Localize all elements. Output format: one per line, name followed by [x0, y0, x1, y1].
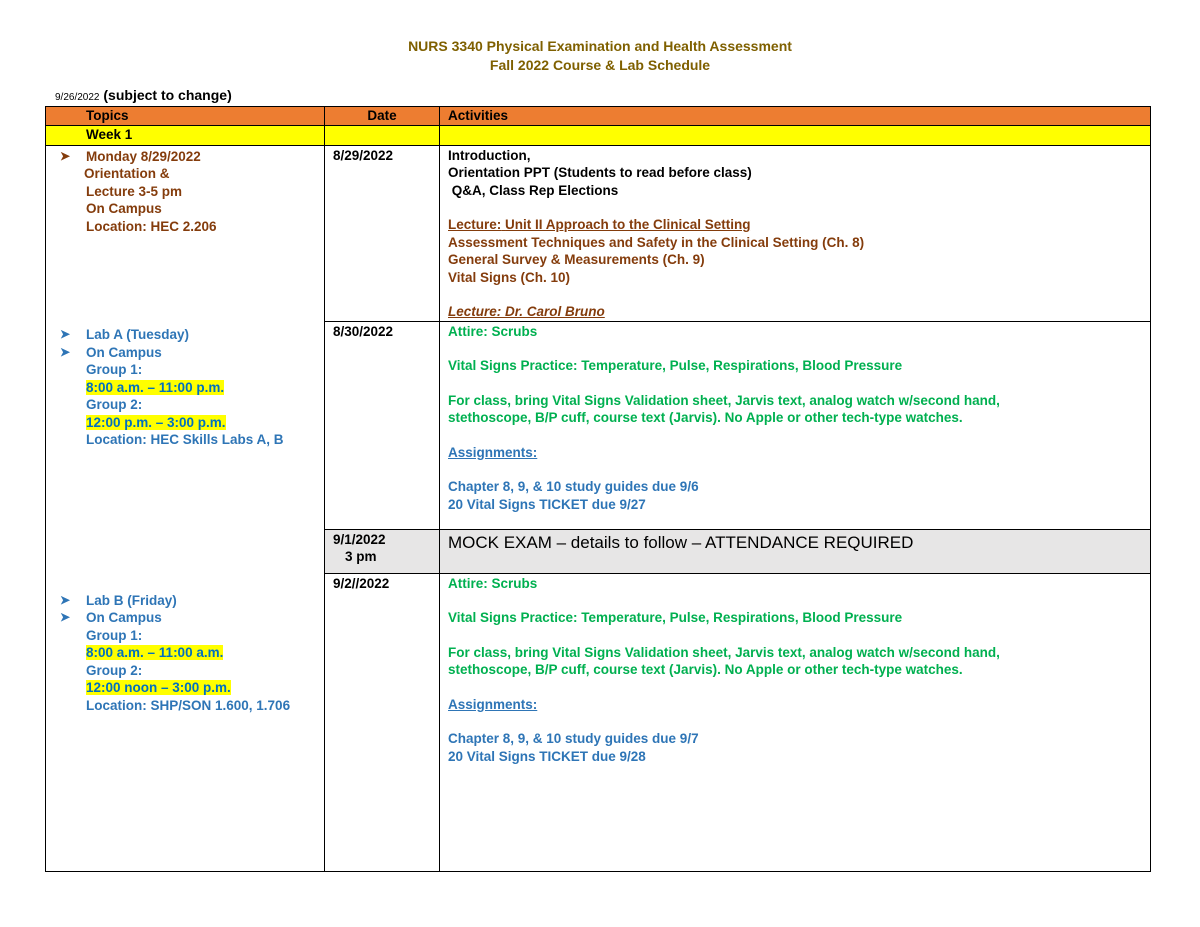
lab-a-group1: Group 1: — [86, 362, 143, 377]
lecturer-line: Lecture: Dr. Carol Bruno — [448, 304, 605, 319]
activity-line: Introduction, — [448, 147, 531, 163]
assignment-line: Chapter 8, 9, & 10 study guides due 9/7 — [448, 731, 699, 746]
mock-time: 3 pm — [345, 549, 377, 564]
week-row — [46, 125, 1151, 145]
schedule-subtitle: Fall 2022 Course & Lab Schedule — [489, 57, 711, 73]
table-row — [46, 145, 1151, 321]
lab-a-group2-time: 12:00 p.m. – 3:00 p.m. — [86, 414, 226, 430]
lecture-unit: Unit II Approach to the Clinical Setting — [505, 217, 751, 232]
col-header-date: Date — [325, 107, 440, 126]
lecture-label: Lecture: — [448, 217, 502, 232]
lab-b-topic — [46, 592, 324, 715]
topics-column-cell — [46, 145, 325, 871]
activity-line: Q&A, Class Rep Elections — [448, 182, 619, 198]
attire-line: Attire: Scrubs — [448, 323, 538, 339]
attire-line: Attire: Scrubs — [448, 575, 538, 591]
lab-b-group1-time: 8:00 a.m. – 11:00 a.m. — [86, 645, 224, 660]
stamp-note: (subject to change) — [103, 87, 232, 103]
lab-b-title: Lab B (Friday) — [86, 592, 177, 608]
topic-line: Location: HEC 2.206 — [86, 218, 217, 234]
bring-line: For class, bring Vital Signs Validation sheet, Jarvis text, analog watch w/second hand, — [448, 392, 1000, 408]
assignment-line: Chapter 8, 9, & 10 study guides due 9/6 — [448, 479, 699, 494]
table-header-row — [46, 107, 1151, 126]
stamp-date: 9/26/2022 — [55, 92, 100, 103]
arrowhead-bullet-icon: ➤ — [60, 592, 71, 607]
activity-line: Orientation PPT (Students to read before class) — [448, 165, 752, 180]
mock-date: 9/1/2022 — [333, 531, 386, 547]
lab-b-location: Location: SHP/SON 1.600, 1.706 — [86, 697, 291, 713]
activities-cell — [440, 321, 1151, 529]
lecture-topic: Vital Signs (Ch. 10) — [448, 269, 571, 285]
schedule-table — [45, 106, 1151, 872]
arrowhead-bullet-icon: ➤ — [60, 344, 71, 359]
topic-line: Monday 8/29/2022 — [86, 148, 201, 164]
week-activities-blank — [440, 125, 1151, 145]
lab-a-topic — [46, 326, 324, 449]
week-label: Week 1 — [46, 125, 325, 145]
lab-a-location: Location: HEC Skills Labs A, B — [86, 432, 284, 447]
col-header-topics: Topics — [46, 107, 325, 126]
lecture-unit-line — [448, 216, 1150, 234]
arrowhead-bullet-icon: ➤ — [60, 327, 71, 341]
topic-line: Orientation & — [84, 166, 170, 181]
lecture-topic: General Survey & Measurements (Ch. 9) — [448, 252, 705, 267]
week-date-blank — [325, 125, 440, 145]
mock-exam-activity: MOCK EXAM – details to follow – ATTENDANCE REQUIRED — [440, 529, 1151, 573]
lab-a-group1-time: 8:00 a.m. – 11:00 p.m. — [86, 379, 225, 395]
assignments-label: Assignments: — [448, 444, 538, 460]
lab-b-group1: Group 1: — [86, 627, 143, 643]
lab-b-group2-time: 12:00 noon – 3:00 p.m. — [86, 680, 231, 695]
lecture-topic: Assessment Techniques and Safety in the Clinical Setting (Ch. 8) — [448, 234, 865, 250]
bring-line: For class, bring Vital Signs Validation sheet, Jarvis text, analog watch w/second hand, — [448, 644, 1000, 660]
date-cell — [325, 529, 440, 573]
monday-topic — [46, 148, 324, 236]
practice-line: Vital Signs Practice: Temperature, Pulse, Respirations, Blood Pressure — [448, 610, 903, 625]
lab-a-title: Lab A (Tuesday) — [86, 327, 190, 342]
date-stamp — [55, 87, 232, 103]
arrowhead-bullet-icon: ➤ — [60, 610, 71, 624]
assignment-line: 20 Vital Signs TICKET due 9/27 — [448, 496, 646, 512]
topic-line: Lecture 3-5 pm — [86, 183, 183, 199]
practice-line: Vital Signs Practice: Temperature, Pulse, Respirations, Blood Pressure — [448, 358, 903, 373]
activities-cell — [440, 573, 1151, 871]
lab-a-group2: Group 2: — [86, 397, 143, 412]
arrowhead-bullet-icon: ➤ — [60, 148, 71, 163]
lab-a-campus: On Campus — [86, 344, 162, 360]
topic-line: On Campus — [86, 201, 162, 216]
bring-line: stethoscope, B/P cuff, course text (Jarvis). No Apple or other tech-type watches. — [448, 410, 963, 425]
course-title: NURS 3340 Physical Examination and Health Assessment — [408, 38, 792, 54]
date-cell: 8/30/2022 — [325, 321, 440, 529]
col-header-activities: Activities — [440, 107, 1151, 126]
date-cell: 9/2//2022 — [325, 573, 440, 871]
bring-line: stethoscope, B/P cuff, course text (Jarvis). No Apple or other tech-type watches. — [448, 662, 963, 677]
activities-cell — [440, 145, 1151, 321]
lab-b-group2: Group 2: — [86, 662, 143, 678]
assignment-line: 20 Vital Signs TICKET due 9/28 — [448, 748, 646, 764]
lab-b-campus: On Campus — [86, 610, 162, 625]
date-cell: 8/29/2022 — [325, 145, 440, 321]
assignments-label: Assignments: — [448, 696, 538, 712]
